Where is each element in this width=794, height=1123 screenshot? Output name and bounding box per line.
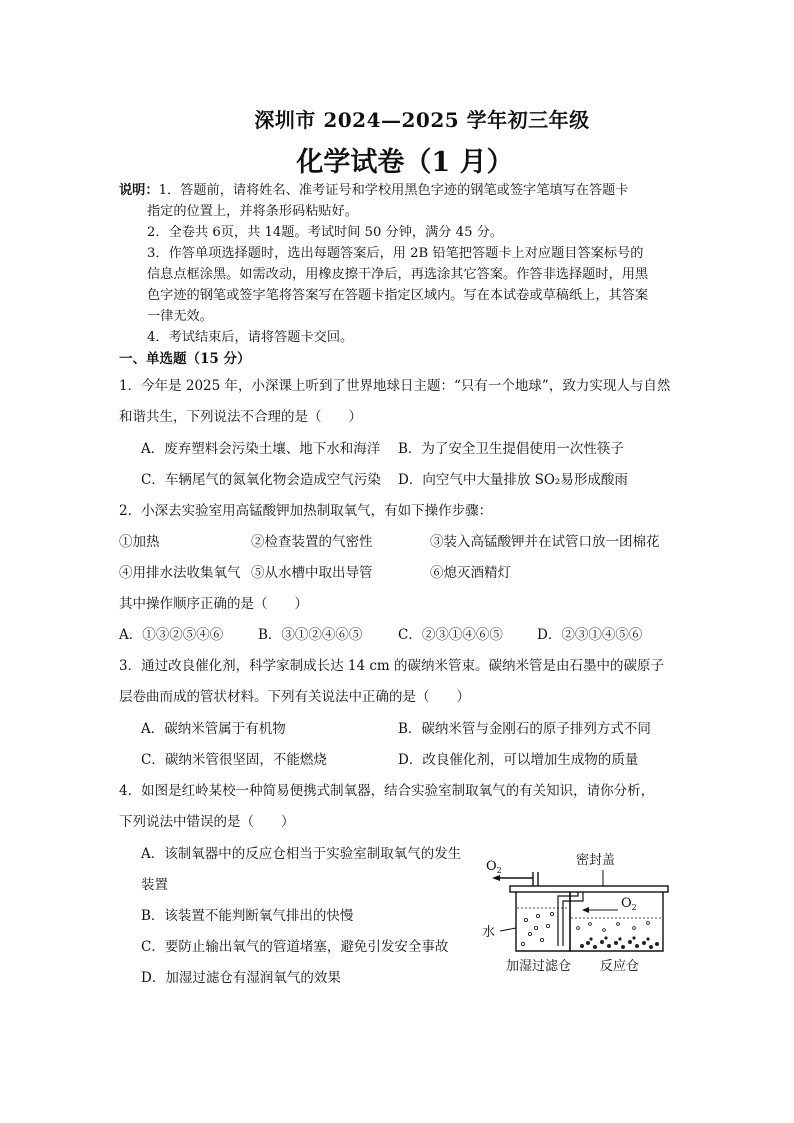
instruction-3: 3．作答单项选择题时，选出每题答案后，用 2B 铅笔把答题卡上对应题目答案标号的 [147, 246, 644, 261]
instructions-block [119, 180, 679, 348]
instruction-3-cont1: 信息点框涂黑。如需改动，用橡皮擦干净后，再选涂其它答案。作答非选择题时，用黑 [147, 267, 649, 282]
instruction-2: 2．全卷共 6页，共 14题。考试时间 50 分钟，满分 45 分。 [147, 225, 504, 240]
q4-option-a-line2: 装置 [141, 877, 168, 893]
q2-ask: 其中操作顺序正确的是（ ） [119, 596, 308, 612]
section-heading: 一、单选题（15 分） [119, 351, 251, 367]
water-label: 水 [482, 925, 496, 940]
lid-label: 密封盖 [576, 853, 616, 868]
q4-stem-line2: 下列说法中错误的是（ ） [119, 814, 295, 830]
q2-step-3: ③装入高锰酸钾并在试管口放一团棉花 [430, 534, 660, 550]
reactor-label: 反应仓 [600, 959, 640, 974]
o2-outlet-label: $O_2$ [486, 859, 502, 875]
instructions-label: 说明： [119, 183, 159, 198]
instruction-3-cont2: 色字迹的钢笔或签字笔将答案写在答题卡指定区域内。写在本试卷或草稿纸上，其答案 [147, 288, 649, 303]
instruction-1-cont: 指定的位置上，并将条形码粘贴好。 [147, 204, 358, 219]
o2-reactor-label: $O_2$ [621, 896, 637, 912]
q2-option-b[interactable]: B．③①②④⑥⑤ [258, 627, 363, 643]
instruction-3-cont3: 一律无效。 [147, 309, 213, 324]
q2-option-d[interactable]: D．②③①④⑤⑥ [537, 627, 643, 643]
q2-step-2: ②检查装置的气密性 [251, 534, 373, 550]
q3-stem-line2: 层卷曲而成的管状材料。下列有关说法中正确的是（ ） [119, 689, 470, 705]
q1-option-d[interactable]: D．向空气中大量排放 SO₂易形成酸雨 [398, 472, 628, 488]
q1-option-a[interactable]: A．废弃塑料会污染土壤、地下水和海洋 [141, 441, 381, 457]
q2-option-a[interactable]: A．①③②⑤④⑥ [119, 627, 224, 643]
q3-option-d[interactable]: D．改良催化剂，可以增加生成物的质量 [398, 752, 639, 768]
q2-step-1: ①加热 [119, 534, 160, 550]
humidifier-label: 加湿过滤仓 [506, 959, 572, 974]
q1-option-b[interactable]: B．为了安全卫生提倡使用一次性筷子 [398, 441, 624, 457]
q2-stem: 2．小深去实验室用高锰酸钾加热制取氧气，有如下操作步骤： [119, 503, 493, 519]
q3-option-a[interactable]: A．碳纳米管属于有机物 [141, 721, 286, 737]
q3-option-c[interactable]: C．碳纳米管很坚固，不能燃烧 [141, 752, 327, 768]
q3-option-b[interactable]: B．碳纳米管与金刚石的原子排列方式不同 [398, 721, 651, 737]
q2-step-6: ⑥熄灭酒精灯 [430, 565, 511, 581]
q2-step-5: ⑤从水槽中取出导管 [251, 565, 373, 581]
q1-stem-line1: 1．今年是 2025 年，小深课上听到了世界地球日主题：“只有一个地球”，致力实现人与自然 [119, 378, 671, 394]
q2-option-c[interactable]: C．②③①④⑥⑤ [398, 627, 503, 643]
q4-option-d[interactable]: D．加湿过滤仓有湿润氧气的效果 [141, 970, 341, 986]
sealed-lid-shape [510, 886, 668, 892]
q4-option-b[interactable]: B．该装置不能判断氧气排出的快慢 [141, 908, 354, 924]
oxygen-generator-diagram [478, 848, 678, 978]
q1-stem-line2: 和谐共生，下列说法不合理的是（ ） [119, 409, 362, 425]
instruction-1: 1．答题前，请将姓名、准考证号和学校用黑色字迹的钢笔或签字笔填写在答题卡 [158, 183, 629, 198]
exam-title-line2: 化学试卷（1 月） [296, 147, 514, 178]
reagent-particles [580, 936, 659, 949]
humidifier-chamber-shape [516, 892, 570, 951]
q4-option-c[interactable]: C．要防止输出氧气的管道堵塞，避免引发安全事故 [141, 939, 449, 955]
instruction-4: 4．考试结束后，请将答题卡交回。 [147, 330, 354, 345]
q4-option-a-line1[interactable]: A．该制氧器中的反应仓相当于实验室制取氧气的发生 [141, 846, 462, 862]
q4-stem-line1: 4．如图是红岭某校一种简易便携式制氧器，结合实验室制取氧气的有关知识，请你分析， [119, 783, 655, 799]
q1-option-c[interactable]: C．车辆尾气的氮氧化物会造成空气污染 [141, 472, 381, 488]
q3-stem-line1: 3．通过改良催化剂，科学家制成长达 14 cm 的碳纳米管束。碳纳米管是由石墨中的碳原子 [119, 658, 665, 674]
q2-step-4: ④用排水法收集氧气 [119, 565, 241, 581]
exam-title-line1: 深圳市 2024—2025 学年初三年级 [254, 108, 590, 132]
